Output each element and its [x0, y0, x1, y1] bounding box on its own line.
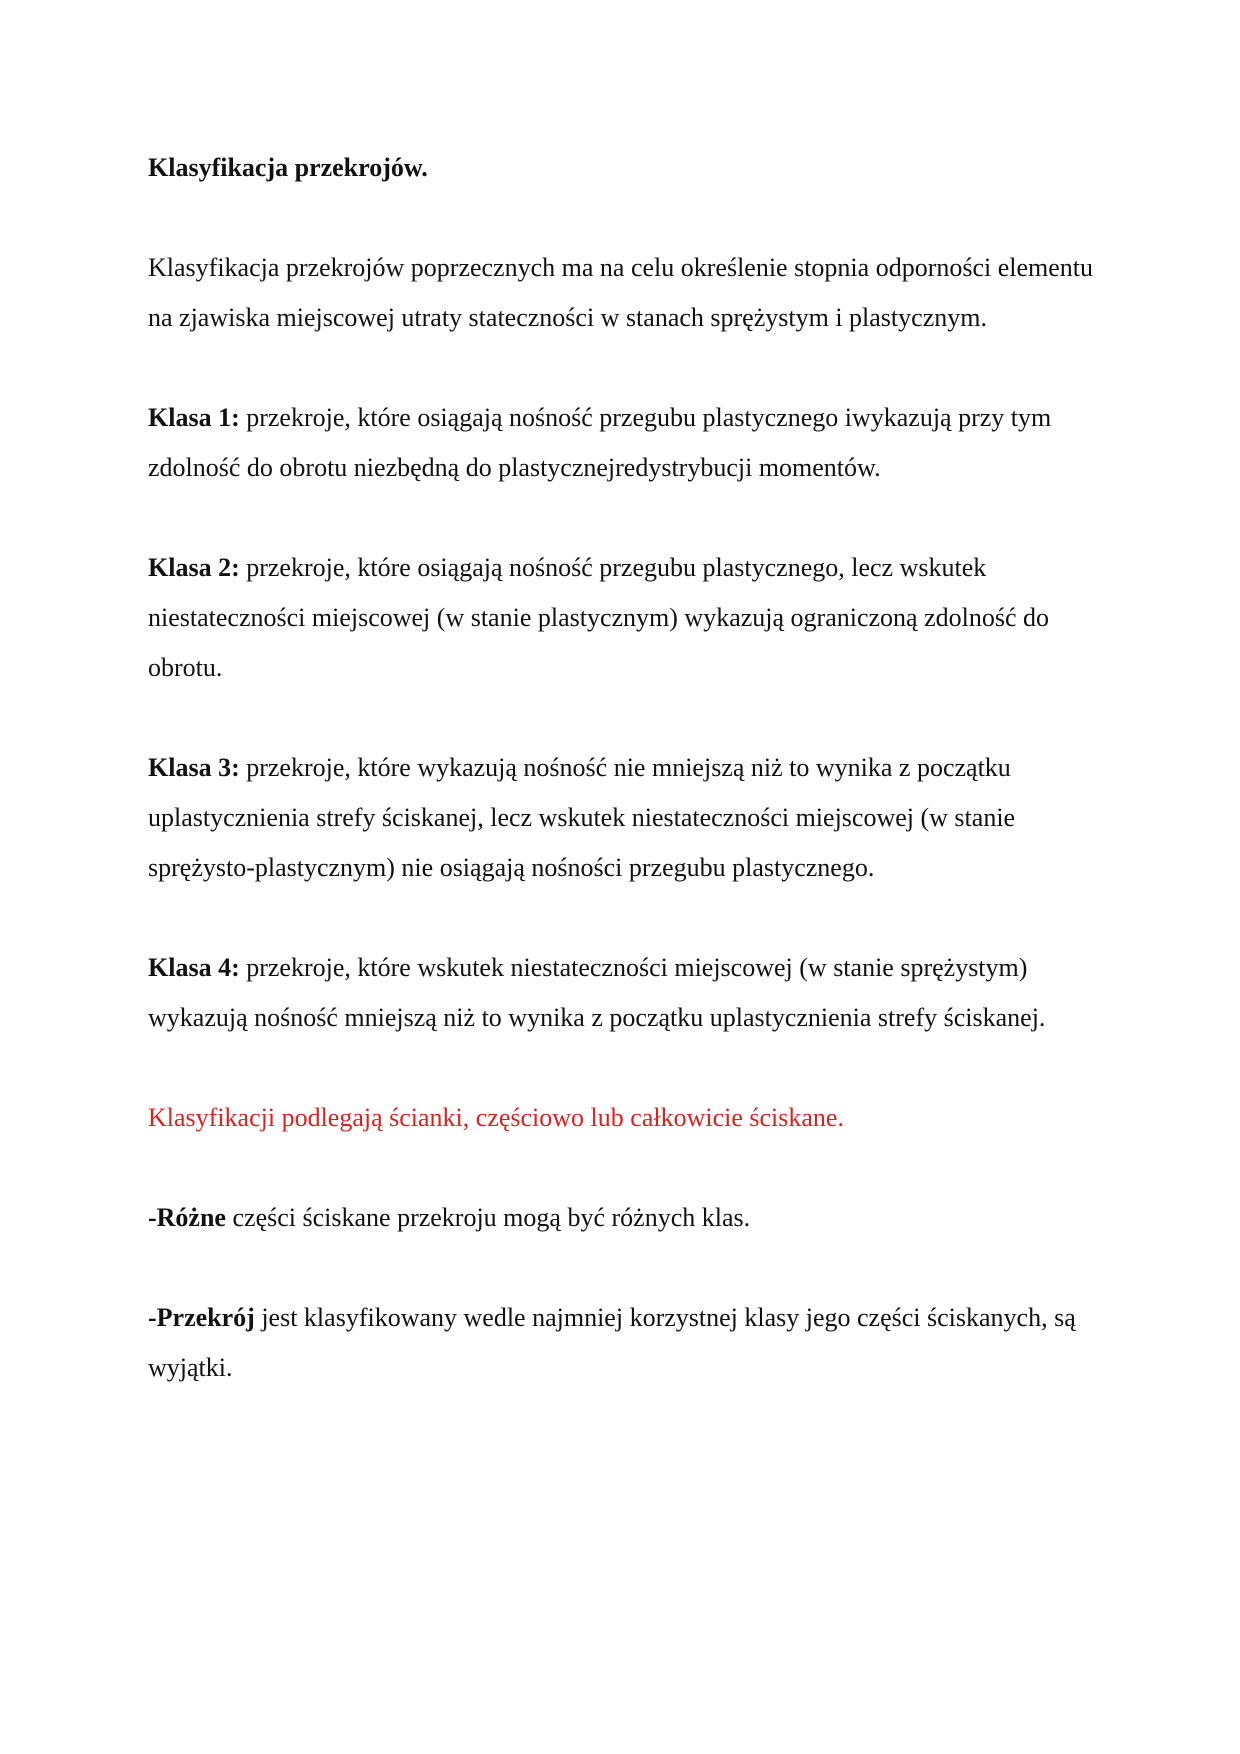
- class-2-label: Klasa 2:: [148, 553, 240, 582]
- document-body: [148, 143, 1098, 1443]
- intro-paragraph: Klasyfikacja przekrojów poprzecznych ma na celu określenie stopnia odporności elementu na zjawiska miejscowej utraty stateczności w stanach sprężystym i plastycznym.: [148, 253, 1094, 332]
- note-2-paragraph: [148, 1293, 1098, 1393]
- class-3-label: Klasa 3:: [148, 753, 240, 782]
- class-2-text: przekroje, które osiągają nośność przegubu plastycznego, lecz wskutek niestateczności miejscowej (w stanie plastycznym) wykazują ograniczoną zdolność do obrotu.: [148, 553, 1050, 682]
- document-title: Klasyfikacja przekrojów.: [148, 153, 428, 182]
- class-1-label: Klasa 1:: [148, 403, 240, 432]
- note-2-label: -Przekrój: [148, 1303, 255, 1332]
- class-4-label: Klasa 4:: [148, 953, 240, 982]
- note-1-text: części ściskane przekroju mogą być różnych klas.: [225, 1203, 751, 1232]
- note-1-label: -Różne: [148, 1203, 226, 1232]
- class-3-paragraph: [148, 743, 1098, 893]
- class-1-text: przekroje, które osiągają nośność przegubu plastycznego iwykazują przy tym zdolność do obrotu niezbędną do plastycznejredystrybucji momentów.: [148, 403, 1052, 482]
- note-2-text: jest klasyfikowany wedle najmniej korzystnej klasy jego części ściskanych, są wyjątki.: [148, 1303, 1076, 1382]
- highlight-paragraph: Klasyfikacji podlegają ścianki, częściowo lub całkowicie ściskane.: [148, 1103, 844, 1132]
- class-3-text: przekroje, które wykazują nośność nie mniejszą niż to wynika z początku uplastycznienia strefy ściskanej, lecz wskutek niestateczności miejscowej (w stanie sprężysto-plastycznym) nie osiągają nośności przegubu plastycznego.: [148, 753, 1016, 882]
- class-4-paragraph: [148, 943, 1098, 1043]
- class-2-paragraph: [148, 543, 1098, 693]
- class-1-paragraph: [148, 393, 1098, 493]
- note-1-paragraph: [148, 1193, 1098, 1243]
- class-4-text: przekroje, które wskutek niestateczności miejscowej (w stanie sprężystym) wykazują nośność mniejszą niż to wynika z początku uplastycznienia strefy ściskanej.: [148, 953, 1046, 1032]
